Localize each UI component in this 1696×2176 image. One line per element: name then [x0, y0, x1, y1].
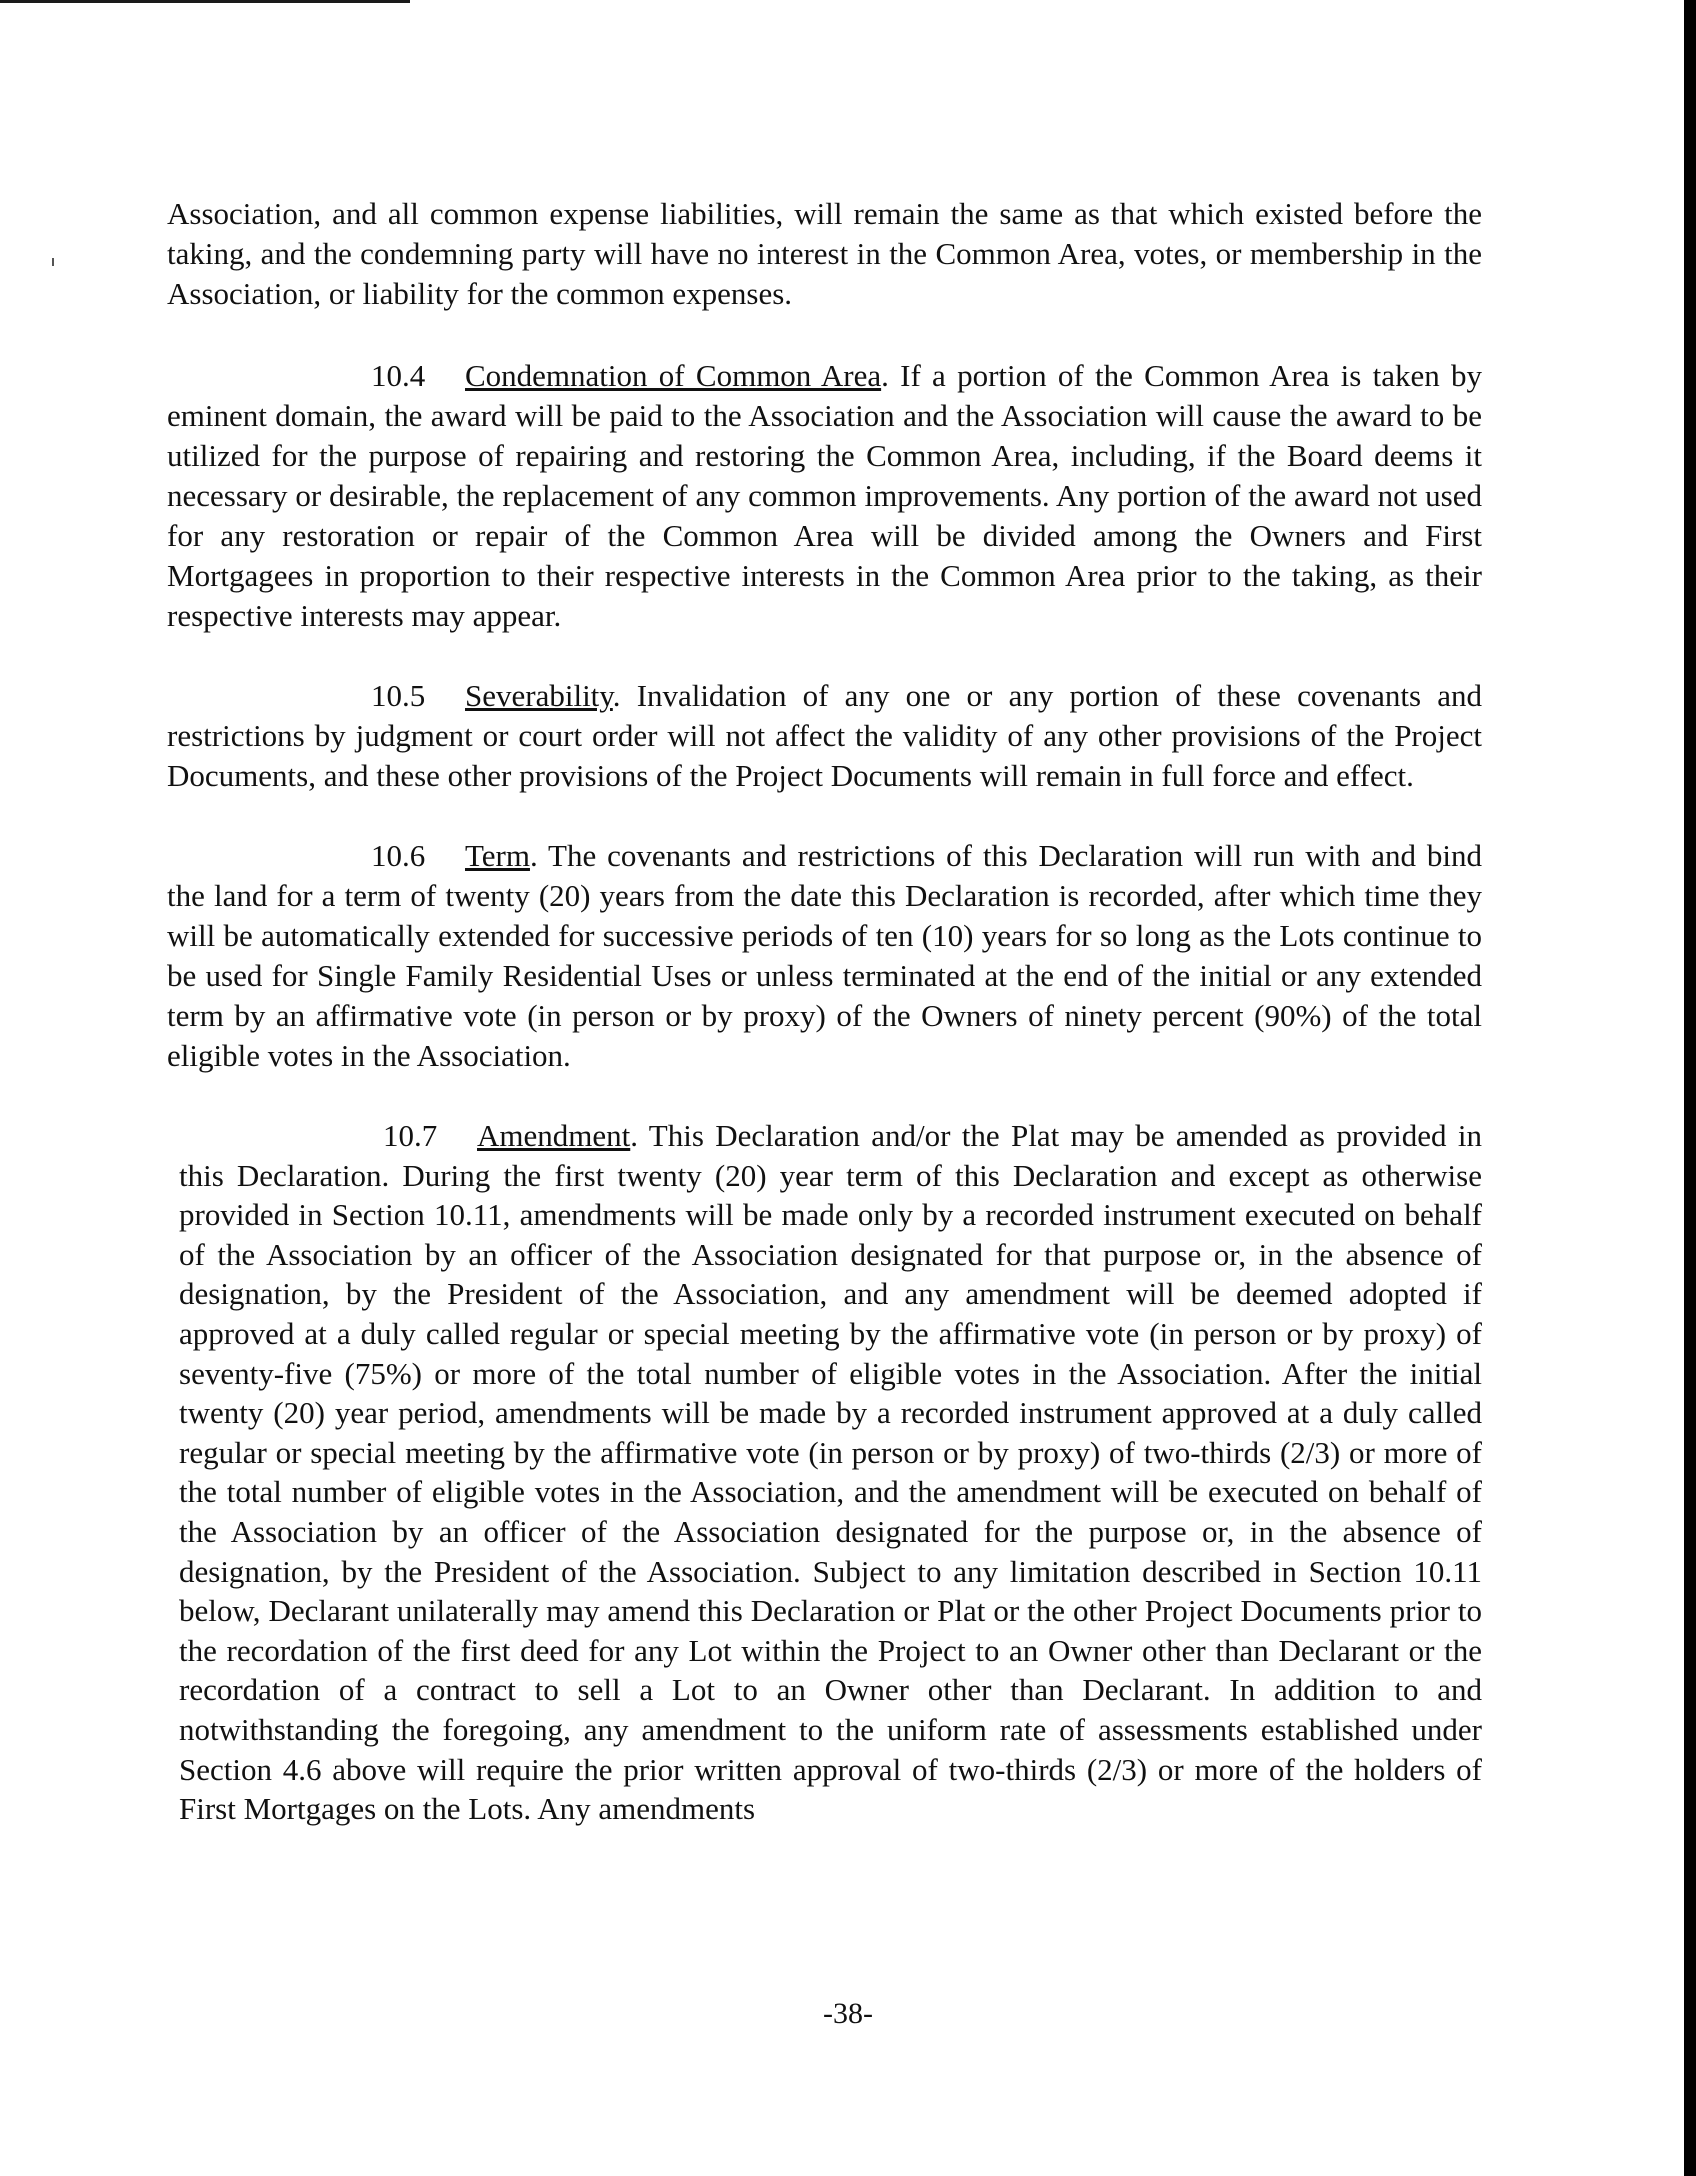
- continued-paragraph: Association, and all common expense liabilities, will remain the same as that which existed before the taking, and the condemning party will have no interest in the Common Area, votes, or membership in the Association, or liability for the common expenses.: [167, 196, 1482, 311]
- section-10-4: [167, 356, 1482, 636]
- section-heading: Severability: [465, 678, 613, 713]
- scan-speck: [52, 258, 54, 266]
- right-scan-edge: [1684, 0, 1696, 2176]
- section-text: . If a portion of the Common Area is taken by eminent domain, the award will be paid to the Association and the Association will cause the award to be utilized for the purpose of repairing and restoring the Common Area, including, if the Board deems it necessary or desirable, the replacement of any common improvements. Any portion of the award not used for any restoration or repair of the Common Area will be divided among the Owners and First Mortgagees in proportion to their respective interests in the Common Area prior to the taking, as their respective interests may appear.: [167, 358, 1482, 633]
- section-text: . Invalidation of any one or any portion of these covenants and restrictions by judgment or court order will not affect the validity of any other provisions of the Project Documents, and these other provisions of the Project Documents will remain in full force and effect.: [167, 678, 1482, 793]
- section-text: . The covenants and restrictions of this Declaration will run with and bind the land for a term of twenty (20) years from the date this Declaration is recorded, after which time they will be automatically extended for successive periods of ten (10) years for so long as the Lots continue to be used for Single Family Residential Uses or unless terminated at the end of the initial or any extended term by an affirmative vote (in person or by proxy) of the Owners of ninety percent (90%) of the total eligible votes in the Association.: [167, 838, 1482, 1073]
- section-heading: Term: [465, 838, 530, 873]
- section-10-7: [179, 1116, 1482, 1829]
- section-heading: Condemnation of Common Area: [465, 358, 882, 393]
- page-number: -38-: [823, 1997, 873, 2030]
- section-number: 10.5: [371, 678, 426, 713]
- section-number: 10.7: [383, 1118, 438, 1153]
- section-text: . This Declaration and/or the Plat may be amended as provided in this Declaration. During the first twenty (20) year term of this Declaration and except as otherwise provided in Section 10.11, amendments will be made only by a recorded instrument executed on behalf of the Association by an officer of the Association designated for that purpose or, in the absence of designation, by the President of the Association, and any amendment will be deemed adopted if approved at a duly called regular or special meeting by the affirmative vote (in person or by proxy) of seventy-five (75%) or more of the total number of eligible votes in the Association. After the initial twenty (20) year period, amendments will be made by a recorded instrument approved at a duly called regular or special meeting by the affirmative vote (in person or by proxy) of two-thirds (2/3) or more of the total number of eligible votes in the Association, and the amendment will be executed on behalf of the Association by an officer of the Association designated for the purpose or, in the absence of designation, by the President of the Association. Subject to any limitation described in Section 10.11 below, Declarant unilaterally may amend this Declaration or Plat or the other Project Documents prior to the recordation of the first deed for any Lot within the Project to an Owner other than Declarant or the recordation of a contract to sell a Lot to an Owner other than Declarant. In addition to and notwithstanding the foregoing, any amendment to the uniform rate of assessments established under Section 4.6 above will require the prior written approval of two-thirds (2/3) or more of the holders of First Mortgages on the Lots. Any amendments: [179, 1118, 1482, 1827]
- section-10-5: [167, 676, 1482, 796]
- section-10-6: [167, 836, 1482, 1076]
- section-heading: Amendment: [477, 1118, 631, 1153]
- top-scan-rule: [0, 0, 410, 3]
- document-body: [167, 194, 1482, 1869]
- section-number: 10.6: [371, 838, 426, 873]
- section-number: 10.4: [371, 358, 426, 393]
